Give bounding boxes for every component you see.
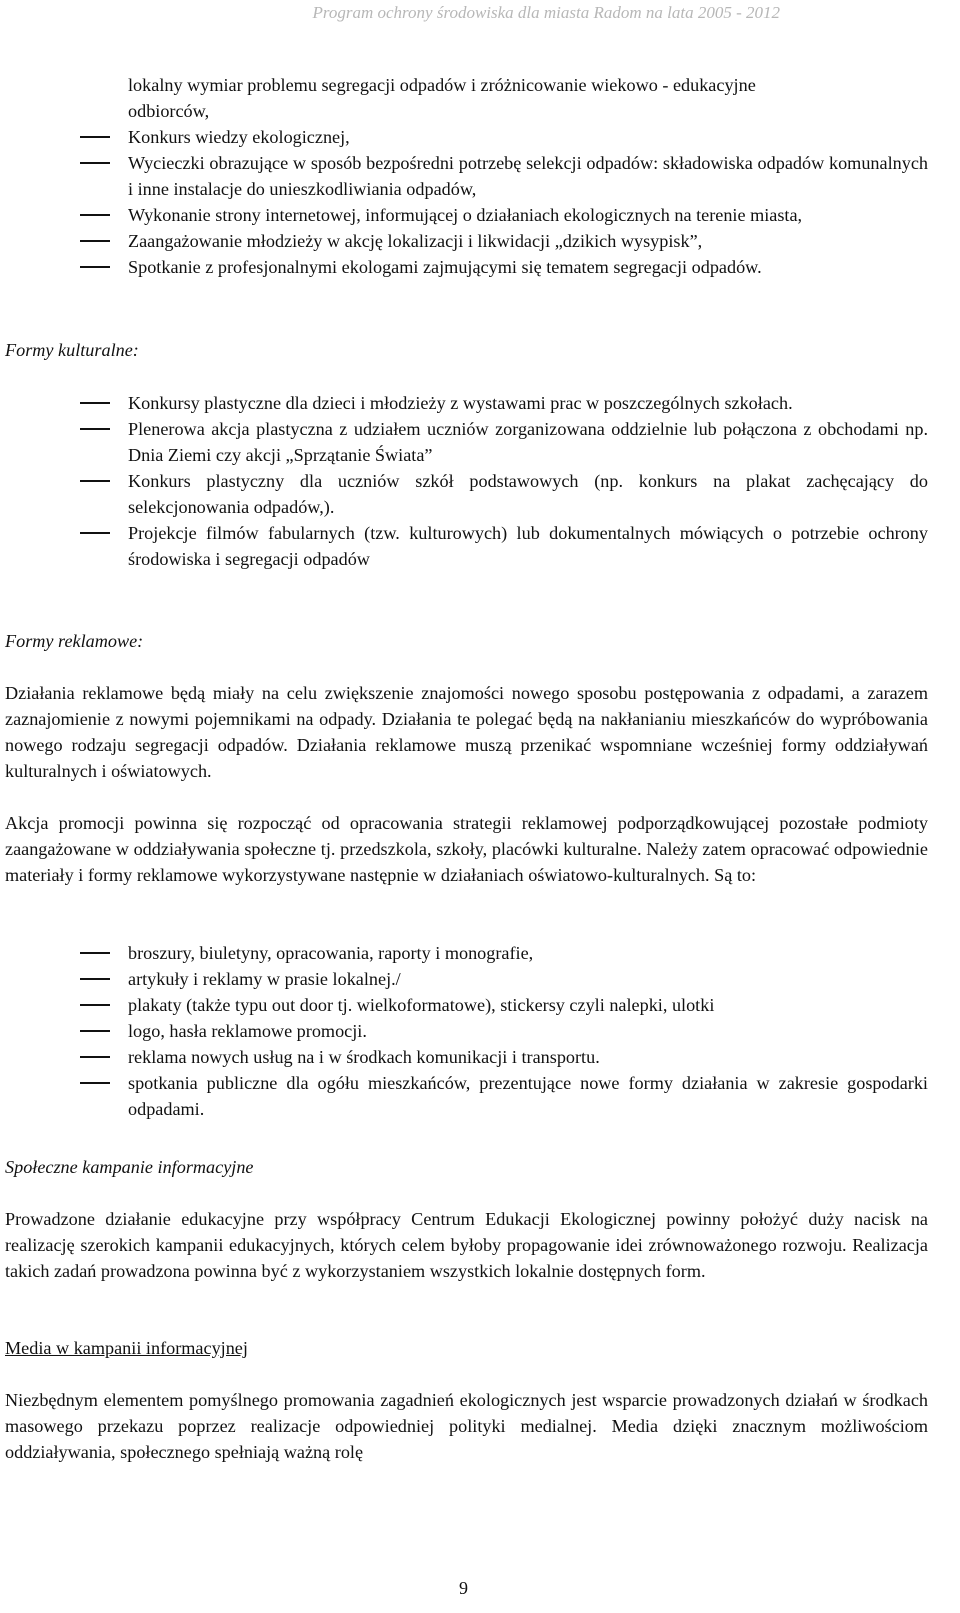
- section-label-kulturalne: Formy kulturalne:: [5, 340, 139, 360]
- dash-bullet-icon: [80, 532, 110, 534]
- continuation-line: odbiorców,: [128, 101, 210, 121]
- cultural-forms-list: [80, 390, 928, 572]
- section-label-reklamowe: Formy reklamowe:: [5, 631, 144, 651]
- list-item: Spotkanie z profesjonalnymi ekologami zajmującymi się tematem segregacji odpadów.: [80, 254, 928, 280]
- section-label-media: Media w kampanii informacyjnej: [5, 1338, 248, 1358]
- list-item: Wykonanie strony internetowej, informującej o działaniach ekologicznych na terenie miasta,: [80, 202, 928, 228]
- dash-bullet-icon: [80, 480, 110, 482]
- continuation-line: lokalny wymiar problemu segregacji odpadów i zróżnicowanie wiekowo - edukacyjne: [128, 75, 756, 95]
- list-item: Konkurs wiedzy ekologicznej,: [80, 124, 928, 150]
- list-item: spotkania publiczne dla ogółu mieszkańców, prezentujące nowe formy działania w zakresie gospodarki odpadami.: [80, 1070, 928, 1122]
- list-item: Projekcje filmów fabularnych (tzw. kulturowych) lub dokumentalnych mówiących o potrzebie ochrony środowiska i segregacji odpadów: [80, 520, 928, 572]
- running-header: Program ochrony środowiska dla miasta Radom na lata 2005 - 2012: [312, 3, 780, 22]
- dash-bullet-icon: [80, 214, 110, 216]
- dash-bullet-icon: [80, 266, 110, 268]
- dash-bullet-icon: [80, 1030, 110, 1032]
- list-item: reklama nowych usług na i w środkach komunikacji i transportu.: [80, 1044, 928, 1070]
- list-item: logo, hasła reklamowe promocji.: [80, 1018, 928, 1044]
- page-number: 9: [459, 1578, 468, 1598]
- dash-bullet-icon: [80, 978, 110, 980]
- advertising-materials-list: [80, 940, 928, 1122]
- section-label-spoleczne: Społeczne kampanie informacyjne: [5, 1157, 254, 1177]
- paragraph-promotion-strategy: Akcja promocji powinna się rozpocząć od opracowania strategii reklamowej podporządkowującej pozostałe podmioty zaangażowane w oddziaływania społeczne tj. przedszkola, szkoły, placówki kulturalne. Należy zatem opracować odpowiednie materiały i formy reklamowe wykorzystywane następnie w działaniach oświatowo-kulturalnych. Są to:: [5, 813, 928, 885]
- dash-bullet-icon: [80, 240, 110, 242]
- list-item: artykuły i reklamy w prasie lokalnej./: [80, 966, 928, 992]
- dash-bullet-icon: [80, 1056, 110, 1058]
- dash-bullet-icon: [80, 952, 110, 954]
- dash-bullet-icon: [80, 428, 110, 430]
- dash-bullet-icon: [80, 136, 110, 138]
- paragraph-media: Niezbędnym elementem pomyślnego promowania zagadnień ekologicznych jest wsparcie prowadzonych działań w środkach masowego przekazu poprzez realizacje odpowiedniej polityki medialnej. Media dzięki znacznym możliwościom oddziaływania, społecznego spełniają ważną rolę: [5, 1390, 928, 1462]
- dash-bullet-icon: [80, 1004, 110, 1006]
- list-item: Zaangażowanie młodzieży w akcję lokalizacji i likwidacji „dzikich wysypisk”,: [80, 228, 928, 254]
- list-item: Konkurs plastyczny dla uczniów szkół podstawowych (np. konkurs na plakat zachęcający do selekcjonowania odpadów,).: [80, 468, 928, 520]
- list-item-continuation: [128, 72, 928, 124]
- list-item: Konkursy plastyczne dla dzieci i młodzieży z wystawami prac w poszczególnych szkołach.: [80, 390, 928, 416]
- dash-bullet-icon: [80, 1082, 110, 1084]
- education-forms-list: [80, 124, 928, 280]
- dash-bullet-icon: [80, 402, 110, 404]
- list-item: broszury, biuletyny, opracowania, raporty i monografie,: [80, 940, 928, 966]
- list-item: Plenerowa akcja plastyczna z udziałem uczniów zorganizowana oddzielnie lub połączona z obchodami np. Dnia Ziemi czy akcji „Sprzątanie Świata”: [80, 416, 928, 468]
- list-item: plakaty (także typu out door tj. wielkoformatowe), stickersy czyli nalepki, ulotki: [80, 992, 928, 1018]
- list-item: Wycieczki obrazujące w sposób bezpośredni potrzebę selekcji odpadów: składowiska odpadów komunalnych i inne instalacje do unieszkodliwiania odpadów,: [80, 150, 928, 202]
- paragraph-advertising-goals: Działania reklamowe będą miały na celu zwiększenie znajomości nowego sposobu postępowania z odpadami, a zarazem zaznajomienie z nowymi pojemnikami na odpady. Działania te polegać będą na nakłanianiu mieszkańców do wypróbowania nowego rodzaju segregacji odpadów. Działania reklamowe muszą przenikać wspomniane wcześniej formy oddziaływań kulturalnych i oświatowych.: [5, 683, 928, 781]
- paragraph-social-campaigns: Prowadzone działanie edukacyjne przy współpracy Centrum Edukacji Ekologicznej powinny położyć duży nacisk na realizację szerokich kampanii edukacyjnych, których celem byłoby propagowanie idei zrównoważonego rozwoju. Realizacja takich zadań prowadzona powinna być z wykorzystaniem wszystkich lokalnie dostępnych form.: [5, 1209, 928, 1281]
- dash-bullet-icon: [80, 162, 110, 164]
